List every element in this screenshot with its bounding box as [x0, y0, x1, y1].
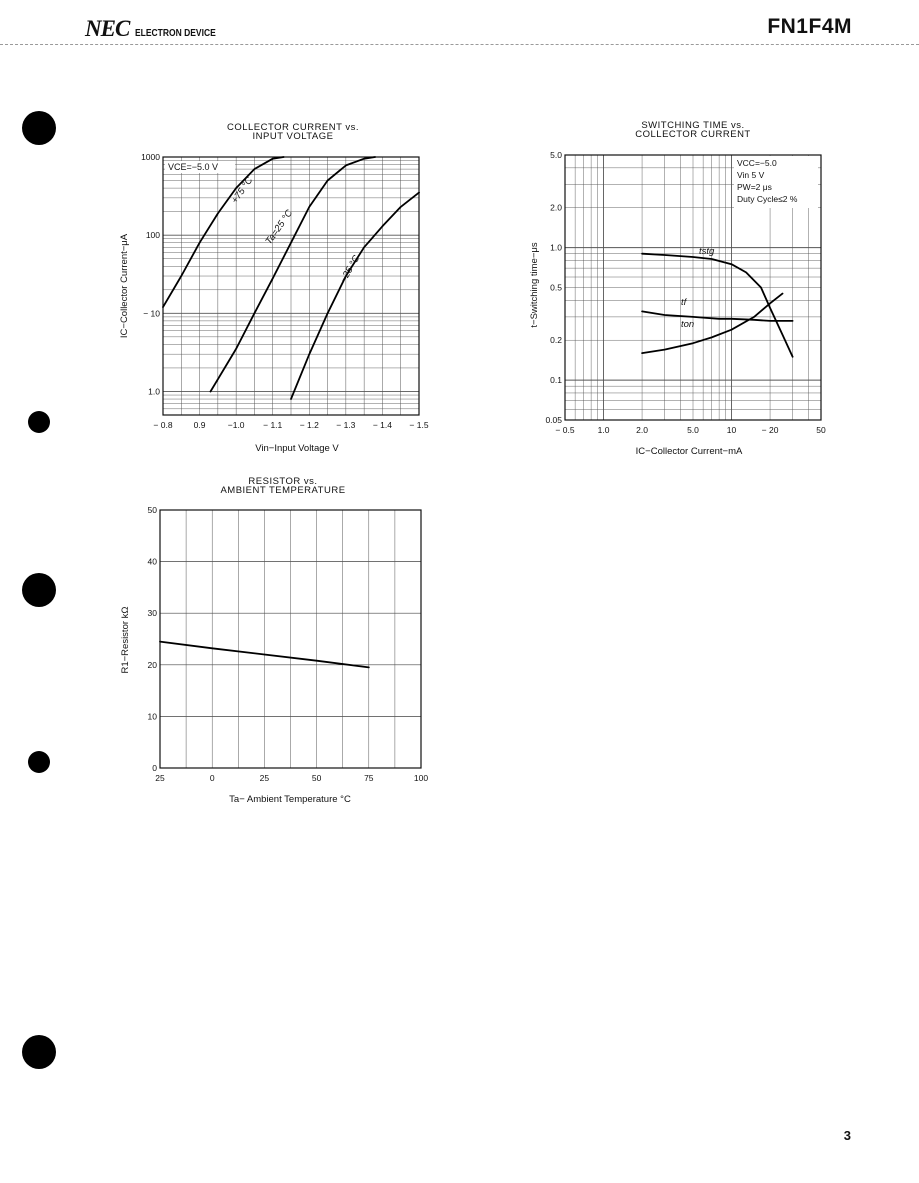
x-tick-label: 1.0 — [597, 425, 610, 435]
condition-text: PW=2 μs — [737, 182, 772, 192]
series-label: Ta=25 °C — [263, 207, 296, 247]
chart-title: COLLECTOR CURRENT — [635, 129, 751, 140]
x-tick-label: − 0.8 — [153, 420, 173, 430]
y-tick-label: 5.0 — [550, 150, 562, 160]
series-label: tstg — [699, 246, 715, 257]
x-tick-label: 50 — [816, 425, 826, 435]
chart-title: SWITCHING TIME vs. — [641, 120, 745, 131]
x-tick-label: 75 — [364, 773, 374, 783]
y-tick-label: 1000 — [141, 152, 160, 162]
y-tick-label: 40 — [147, 556, 157, 567]
x-tick-label: 0.9 — [193, 420, 206, 430]
y-tick-label: 0.5 — [550, 282, 562, 293]
y-tick-label: 1.0 — [550, 242, 562, 253]
page-number: 3 — [843, 1128, 851, 1143]
y-tick-label: 1.0 — [148, 386, 160, 397]
y-tick-label: 2.0 — [550, 202, 562, 213]
chart-title: INPUT VOLTAGE — [252, 131, 334, 142]
x-tick-label: − 1.4 — [372, 420, 393, 430]
series-line — [642, 294, 782, 354]
chart-title: RESISTOR vs. — [248, 476, 318, 487]
y-tick-label: 30 — [147, 608, 157, 619]
y-tick-label: 0.2 — [550, 335, 562, 346]
y-tick-label: 100 — [145, 230, 160, 241]
x-axis-label: Vin−Input Voltage V — [255, 443, 339, 454]
series-label: +75 °C — [229, 175, 256, 206]
part-number: FN1F4M — [767, 15, 852, 38]
y-axis-label: R1−Resistor kΩ — [120, 606, 131, 674]
x-tick-label: 5.0 — [687, 425, 699, 435]
x-tick-label: − 1.1 — [263, 420, 283, 430]
chart-title: COLLECTOR CURRENT vs. — [226, 122, 360, 133]
condition-text: VCC=−5.0 — [737, 158, 777, 168]
x-tick-label: 10 — [726, 425, 737, 435]
x-tick-label: 2.0 — [636, 425, 648, 435]
series-label: −25 °C — [338, 253, 363, 285]
annotation: VCE=−5.0 V — [168, 162, 219, 172]
brand-logo: NEC — [85, 16, 130, 41]
x-tick-label: − 1.5 — [409, 420, 429, 430]
x-tick-label: 50 — [311, 773, 322, 783]
condition-text: Duty Cycle≤2 % — [737, 194, 798, 204]
x-tick-label: 100 — [413, 773, 429, 783]
series-label: tf — [681, 297, 687, 308]
y-tick-label: 20 — [147, 659, 157, 670]
x-tick-label: − 0.5 — [555, 425, 575, 435]
x-tick-label: − 1.3 — [336, 420, 356, 430]
x-tick-label: 25 — [259, 773, 270, 783]
x-tick-label: 0 — [209, 773, 215, 783]
y-axis-label: IC−Collector Current−μA — [119, 233, 130, 339]
x-tick-label: 25 — [155, 773, 165, 783]
y-tick-label: 0 — [152, 763, 157, 773]
condition-text: Vin 5 V — [737, 170, 765, 180]
x-tick-label: − 1.2 — [299, 420, 319, 430]
x-tick-label: −1.0 — [227, 420, 245, 430]
x-axis-label: Ta− Ambient Temperature °C — [229, 794, 351, 805]
y-tick-label: 0.1 — [550, 375, 562, 386]
y-tick-label: 50 — [147, 505, 157, 515]
chart-title: AMBIENT TEMPERATURE — [220, 485, 346, 496]
x-tick-label: − 20 — [761, 425, 779, 435]
y-tick-label: 10 — [147, 711, 157, 722]
y-tick-label: − 10 — [143, 308, 160, 319]
series-label: ton — [681, 319, 695, 330]
y-axis-label: t−Switching time−μs — [529, 242, 540, 328]
brand-subtitle: ELECTRON DEVICE — [135, 28, 217, 39]
x-axis-label: IC−Collector Current−mA — [635, 446, 743, 457]
y-tick-label: 0.05 — [545, 415, 562, 425]
